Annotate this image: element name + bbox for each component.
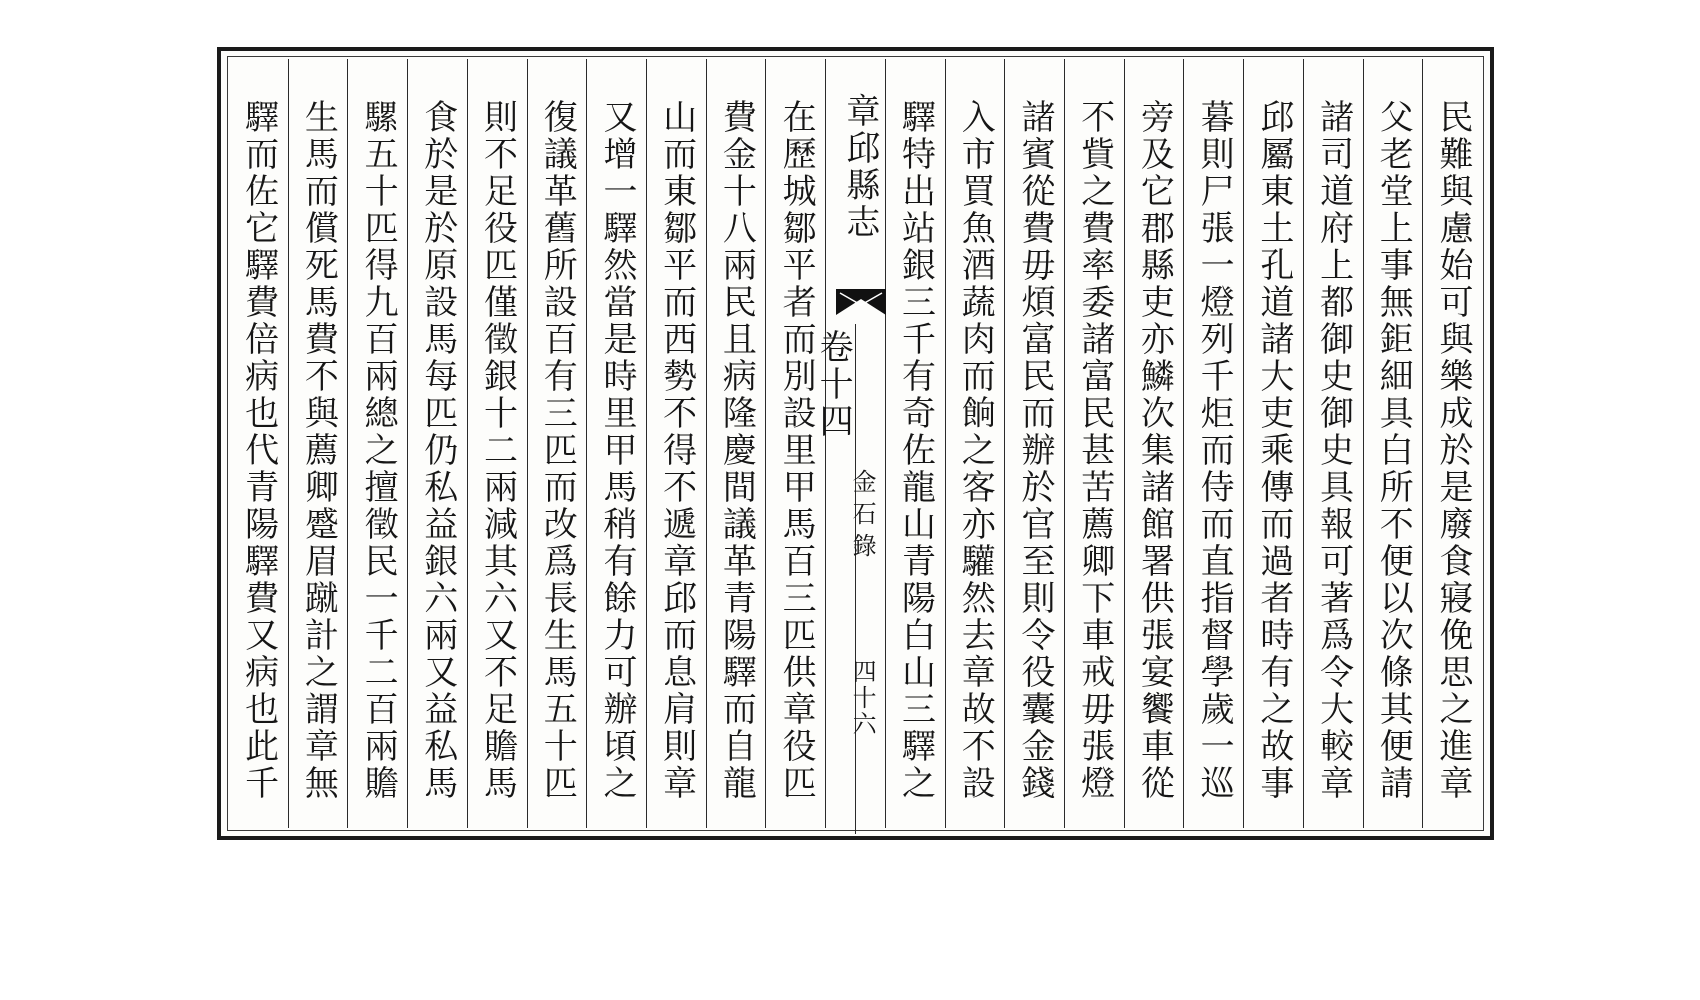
section-label: 金石錄 xyxy=(848,469,877,565)
text-column xyxy=(347,59,407,828)
text-column xyxy=(1124,59,1184,828)
column-text: 則不足役匹僅徵銀十二兩減其六又不足贍馬 xyxy=(477,99,518,802)
column-text: 又增一驛然當是時里甲馬稍有餘力可辦頃之 xyxy=(596,99,637,802)
text-columns xyxy=(229,59,1482,828)
folio-number: 四十六 xyxy=(848,659,877,737)
column-text: 騾五十匹得九百兩總之擅徵民一千二百兩贍 xyxy=(358,99,399,802)
column-text: 暮則尸張一燈列千炬而侍而直指督學歲一巡 xyxy=(1194,99,1235,802)
text-column xyxy=(765,59,825,828)
column-text: 諸司道府上都御史御史具報可著爲令大較章 xyxy=(1313,99,1354,802)
text-column xyxy=(1243,59,1303,828)
column-text: 驛而佐它驛費倍病也代青陽驛費又病也此千 xyxy=(238,99,279,802)
column-text: 復議革舊所設百有三匹而改爲長生馬五十匹 xyxy=(537,99,578,802)
column-text: 食於是於原設馬每匹仍私益銀六兩又益私馬 xyxy=(417,99,458,802)
text-column xyxy=(1004,59,1064,828)
column-text: 不貲之費率委諸富民甚苦薦卿下車戒毋張燈 xyxy=(1074,99,1115,802)
text-column xyxy=(1363,59,1423,828)
text-column xyxy=(1183,59,1243,828)
center-column xyxy=(813,59,885,828)
text-column xyxy=(1064,59,1124,828)
text-column xyxy=(229,59,288,828)
column-text: 入市買魚酒蔬肉而餉之客亦驩然去章故不設 xyxy=(955,99,996,802)
text-column xyxy=(288,59,348,828)
book-title: 章邱縣志 xyxy=(839,93,880,241)
text-column xyxy=(586,59,646,828)
book-page xyxy=(217,47,1494,840)
text-column xyxy=(945,59,1005,828)
column-text: 民難與慮始可與樂成於是廢食寢俛思之進章 xyxy=(1433,99,1473,802)
text-column xyxy=(706,59,766,828)
column-text: 驛特出站銀三千有奇佐龍山青陽白山三驛之 xyxy=(895,99,936,802)
text-column xyxy=(467,59,527,828)
column-text: 諸賓從費毋煩富民而辦於官至則令役囊金錢 xyxy=(1014,99,1055,802)
text-column xyxy=(1422,59,1482,828)
text-column xyxy=(885,59,945,828)
fishtail-mark xyxy=(836,289,886,315)
column-text: 父老堂上事無鉅細具白所不便以次條其便請 xyxy=(1373,99,1414,802)
text-column xyxy=(407,59,467,828)
text-column xyxy=(527,59,587,828)
volume-label: 卷十四 xyxy=(813,329,854,440)
column-text: 在歷城鄒平者而別設里甲馬百三匹供章役匹 xyxy=(776,99,817,802)
column-text: 生馬而償死馬費不與薦卿蹙眉蹴計之謂章無 xyxy=(298,99,339,802)
column-text: 山而東鄒平而西勢不得不遞章邱而息肩則章 xyxy=(656,99,697,802)
column-text: 旁及它郡縣吏亦鱗次集諸館署供張宴饗車從 xyxy=(1134,99,1175,802)
column-text: 邱屬東土孔道諸大吏乘傳而過者時有之故事 xyxy=(1253,99,1294,802)
text-column xyxy=(1303,59,1363,828)
text-column xyxy=(646,59,706,828)
column-text: 費金十八兩民且病隆慶間議革青陽驛而自龍 xyxy=(716,99,757,802)
